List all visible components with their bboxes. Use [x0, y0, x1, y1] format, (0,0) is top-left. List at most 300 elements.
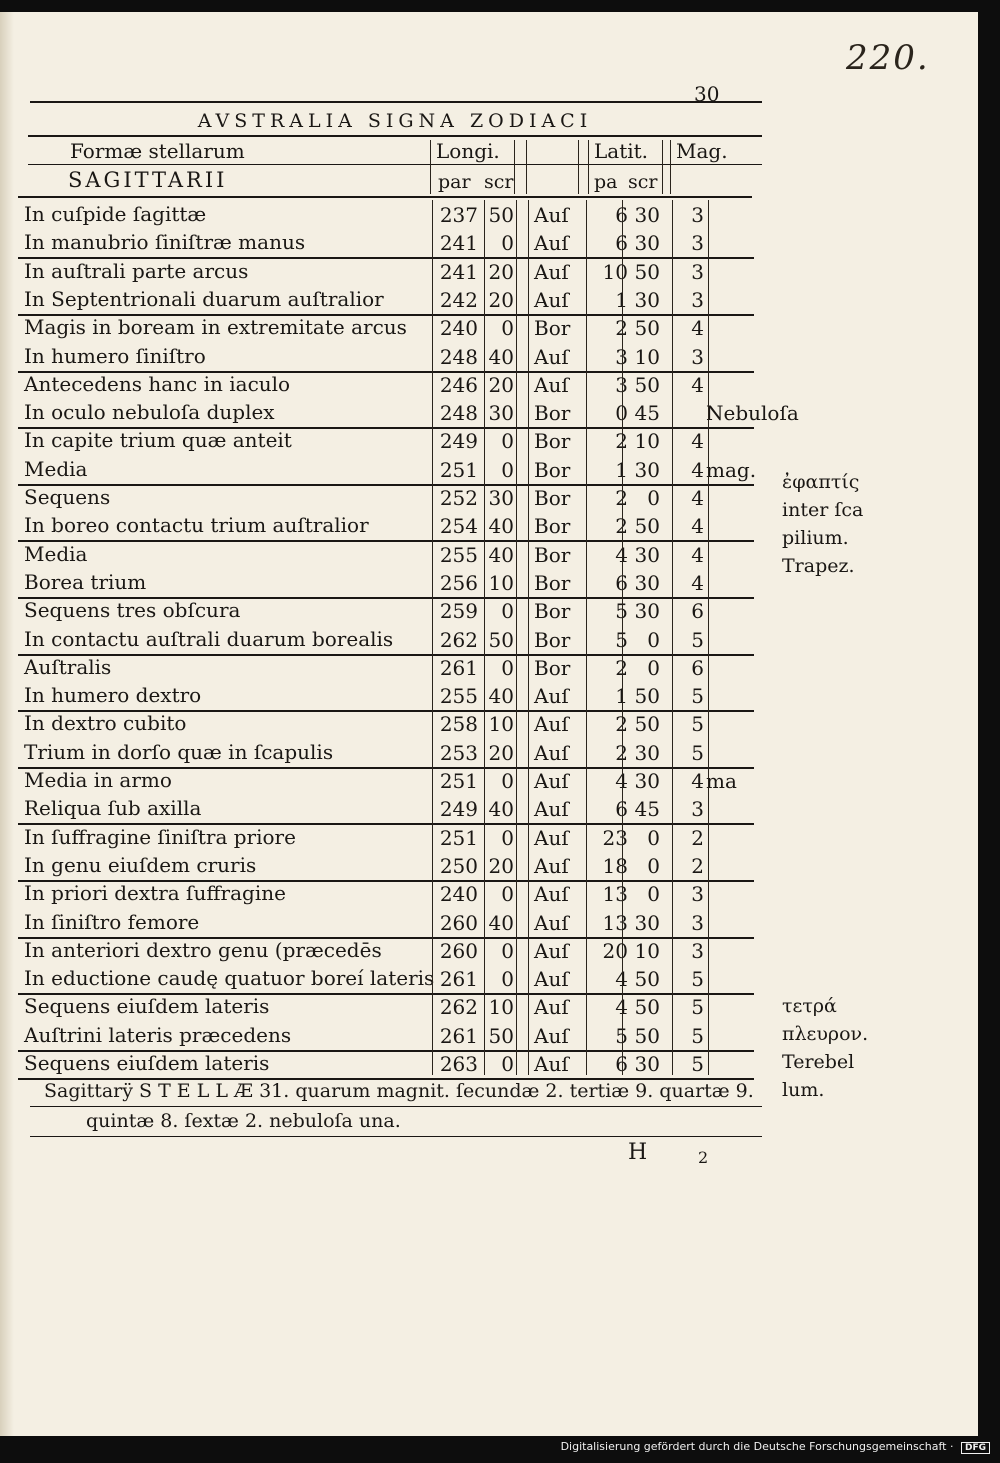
latitude-minutes: 30: [634, 571, 660, 595]
longitude-degrees: 255: [439, 543, 478, 567]
longitude-degrees: 262: [439, 628, 478, 652]
latitude-degrees: 4: [615, 967, 628, 991]
star-name: Media: [24, 542, 88, 566]
latitude-degrees: 1: [615, 684, 628, 708]
header-divider: [578, 140, 579, 194]
latitude-direction: Auſ: [534, 260, 569, 284]
table-row: [18, 342, 758, 370]
latitude-degrees: 2: [615, 656, 628, 680]
longitude-minutes: 0: [501, 769, 514, 793]
latitude-degrees: 2: [615, 514, 628, 538]
latitude-minutes: 50: [634, 684, 660, 708]
star-name: Magis in boream in extremitate arcus: [24, 315, 407, 339]
longitude-minutes: 0: [501, 826, 514, 850]
table-row: [18, 625, 758, 653]
magnitude: 5: [691, 1052, 704, 1076]
star-name: In dextro cubito: [24, 711, 187, 735]
summary-rule: [30, 1106, 762, 1107]
header-rule: [28, 164, 762, 165]
latitude-direction: Bor: [534, 656, 571, 680]
latitude-degrees: 2: [615, 741, 628, 765]
star-name: In contactu auſtrali duarum borealis: [24, 627, 394, 651]
table-row: [18, 964, 758, 992]
star-name: In manubrio ſiniſtræ manus: [24, 230, 306, 254]
longitude-degrees: 241: [439, 231, 478, 255]
longitude-degrees: 237: [439, 203, 478, 227]
latitude-minutes: 30: [634, 741, 660, 765]
longitude-degrees: 260: [439, 911, 478, 935]
latitude-minutes: 45: [634, 401, 660, 425]
latitude-direction: Bor: [534, 316, 571, 340]
longitude-minutes: 20: [488, 854, 514, 878]
latitude-minutes: 0: [647, 854, 660, 878]
latitude-degrees: 2: [615, 712, 628, 736]
star-name: In auſtrali parte arcus: [24, 259, 249, 283]
subheader-scr-lat: scr: [628, 171, 658, 193]
latitude-direction: Bor: [534, 401, 571, 425]
table-row: [18, 568, 758, 596]
star-name: In eductione caudę quatuor boreí lateris: [24, 966, 435, 990]
magnitude-note: mag.: [706, 458, 757, 482]
table-row: [18, 398, 799, 426]
latitude-degrees: 13: [602, 911, 628, 935]
table-row: [18, 200, 758, 228]
latitude-direction: Bor: [534, 599, 571, 623]
latitude-degrees: 4: [615, 769, 628, 793]
longitude-minutes: 0: [501, 882, 514, 906]
dfg-logo: DFG: [961, 1442, 990, 1454]
table-row: [18, 992, 758, 1020]
subheader-pa: pa: [594, 171, 618, 193]
column-divider: [516, 200, 517, 1075]
star-name: In Septentrionali duarum auſtralior: [24, 287, 384, 311]
longitude-degrees: 248: [439, 401, 478, 425]
table-row: [18, 370, 758, 398]
latitude-minutes: 30: [634, 458, 660, 482]
latitude-minutes: 30: [634, 288, 660, 312]
header-divider: [662, 140, 663, 194]
star-name: Sequens eiuſdem lateris: [24, 994, 270, 1018]
longitude-minutes: 40: [488, 514, 514, 538]
latitude-direction: Bor: [534, 628, 571, 652]
latitude-direction: Auſ: [534, 203, 569, 227]
column-divider: [708, 200, 709, 1075]
longitude-degrees: 242: [439, 288, 478, 312]
magnitude: 2: [691, 826, 704, 850]
latitude-direction: Auſ: [534, 684, 569, 708]
table-row: [18, 936, 758, 964]
star-name: In oculo nebuloſa duplex: [24, 400, 275, 424]
latitude-degrees: 23: [602, 826, 628, 850]
page-title: AVSTRALIA SIGNA ZODIACI: [197, 110, 593, 132]
latitude-degrees: 2: [615, 486, 628, 510]
latitude-direction: Bor: [534, 543, 571, 567]
latitude-direction: Auſ: [534, 373, 569, 397]
magnitude: 3: [691, 231, 704, 255]
table-row: [18, 228, 758, 256]
star-name: Reliqua ſub axilla: [24, 796, 202, 820]
latitude-direction: Auſ: [534, 967, 569, 991]
table-end-rule: [18, 1078, 754, 1080]
table-row: [18, 596, 758, 624]
table-row: [18, 823, 758, 851]
margin-note-line: τετρά: [782, 995, 837, 1017]
star-name: Sequens eiuſdem lateris: [24, 1051, 270, 1075]
magnitude: 2: [691, 854, 704, 878]
table-row: [18, 653, 758, 681]
latitude-degrees: 5: [615, 599, 628, 623]
magnitude: 3: [691, 882, 704, 906]
longitude-degrees: 255: [439, 684, 478, 708]
column-divider: [672, 200, 673, 1075]
magnitude: 3: [691, 345, 704, 369]
table-row: [18, 879, 758, 907]
longitude-degrees: 246: [439, 373, 478, 397]
longitude-minutes: 40: [488, 543, 514, 567]
latitude-minutes: 50: [634, 316, 660, 340]
magnitude: 3: [691, 939, 704, 963]
star-name: In anteriori dextro genu (præcedēs: [24, 938, 382, 962]
table-row: [18, 681, 758, 709]
magnitude: 4: [691, 543, 704, 567]
latitude-direction: Auſ: [534, 854, 569, 878]
star-name: In ſiniſtro femore: [24, 910, 200, 934]
magnitude-note: ma: [706, 769, 737, 793]
summary-line-2: quintæ 8. ſextæ 2. nebuloſa una.: [86, 1110, 401, 1132]
latitude-minutes: 30: [634, 231, 660, 255]
longitude-minutes: 20: [488, 288, 514, 312]
magnitude: 3: [691, 911, 704, 935]
longitude-minutes: 50: [488, 628, 514, 652]
star-name: Borea trium: [24, 570, 147, 594]
latitude-direction: Auſ: [534, 1024, 569, 1048]
longitude-degrees: 261: [439, 1024, 478, 1048]
longitude-degrees: 260: [439, 939, 478, 963]
longitude-minutes: 30: [488, 401, 514, 425]
longitude-degrees: 240: [439, 316, 478, 340]
longitude-degrees: 250: [439, 854, 478, 878]
longitude-degrees: 261: [439, 656, 478, 680]
table-row: [18, 455, 758, 483]
header-divider: [430, 140, 431, 194]
margin-note-line: Trapez.: [782, 555, 855, 577]
star-name: In ſuffragine ſiniſtra priore: [24, 825, 296, 849]
subheader-par: par: [438, 171, 471, 193]
subheader-rule: [18, 196, 752, 198]
star-name: Media: [24, 457, 88, 481]
star-name: In priori dextra ſuffragine: [24, 881, 286, 905]
longitude-minutes: 10: [488, 995, 514, 1019]
latitude-degrees: 6: [615, 797, 628, 821]
latitude-degrees: 13: [602, 882, 628, 906]
latitude-direction: Auſ: [534, 882, 569, 906]
longitude-minutes: 0: [501, 429, 514, 453]
table-row: [18, 1049, 758, 1077]
magnitude: 4: [691, 373, 704, 397]
magnitude: 3: [691, 288, 704, 312]
footer-text: Digitalisierung gefördert durch die Deutsche Forschungsgemeinschaft ·: [560, 1440, 954, 1453]
longitude-minutes: 0: [501, 316, 514, 340]
latitude-minutes: 50: [634, 967, 660, 991]
longitude-degrees: 263: [439, 1052, 478, 1076]
latitude-minutes: 0: [647, 826, 660, 850]
longitude-minutes: 40: [488, 797, 514, 821]
magnitude: 5: [691, 967, 704, 991]
latitude-degrees: 18: [602, 854, 628, 878]
latitude-minutes: 50: [634, 373, 660, 397]
latitude-direction: Auſ: [534, 939, 569, 963]
column-divider: [586, 200, 587, 1075]
latitude-minutes: 10: [634, 345, 660, 369]
column-divider: [622, 200, 623, 1075]
latitude-degrees: 6: [615, 571, 628, 595]
header-divider: [526, 140, 527, 194]
signature-letter: H: [628, 1140, 648, 1165]
latitude-direction: Auſ: [534, 797, 569, 821]
column-divider: [484, 200, 485, 1075]
magnitude: 5: [691, 712, 704, 736]
book-page: [0, 12, 978, 1436]
latitude-minutes: 30: [634, 1052, 660, 1076]
header-longitude: Longi.: [436, 139, 500, 163]
magnitude: 3: [691, 203, 704, 227]
latitude-direction: Bor: [534, 571, 571, 595]
longitude-minutes: 50: [488, 1024, 514, 1048]
latitude-minutes: 30: [634, 769, 660, 793]
latitude-direction: Auſ: [534, 911, 569, 935]
latitude-minutes: 0: [647, 628, 660, 652]
latitude-minutes: 30: [634, 599, 660, 623]
section-title: SAGITTARII: [68, 168, 228, 192]
longitude-degrees: 251: [439, 769, 478, 793]
latitude-direction: Auſ: [534, 345, 569, 369]
latitude-minutes: 0: [647, 656, 660, 680]
latitude-minutes: 10: [634, 939, 660, 963]
star-name: Sequens: [24, 485, 111, 509]
longitude-minutes: 40: [488, 684, 514, 708]
longitude-degrees: 249: [439, 797, 478, 821]
latitude-degrees: 4: [615, 995, 628, 1019]
latitude-minutes: 50: [634, 260, 660, 284]
header-magnitude: Mag.: [676, 139, 728, 163]
latitude-direction: Auſ: [534, 826, 569, 850]
magnitude: 6: [691, 656, 704, 680]
latitude-direction: Bor: [534, 458, 571, 482]
margin-note-line: Terebel: [782, 1051, 855, 1073]
longitude-degrees: 259: [439, 599, 478, 623]
bottom-rule: [30, 1136, 762, 1137]
longitude-degrees: 258: [439, 712, 478, 736]
longitude-degrees: 254: [439, 514, 478, 538]
star-name: Trium in dorſo quæ in ſcapulis: [24, 740, 334, 764]
latitude-degrees: 5: [615, 628, 628, 652]
longitude-degrees: 240: [439, 882, 478, 906]
summary-line-1: Sagittarÿ S T E L L Æ 31. quarum magnit. ſecundæ 2. tertiæ 9. quartæ 9.: [44, 1080, 754, 1102]
longitude-degrees: 251: [439, 458, 478, 482]
latitude-direction: Auſ: [534, 712, 569, 736]
table-row: [18, 794, 758, 822]
latitude-minutes: 0: [647, 486, 660, 510]
latitude-degrees: 4: [615, 543, 628, 567]
star-name: In cuſpide ſagittæ: [24, 202, 207, 226]
longitude-minutes: 0: [501, 656, 514, 680]
page-spine-shadow: [0, 12, 14, 1436]
table-row: [18, 738, 758, 766]
latitude-degrees: 1: [615, 288, 628, 312]
latitude-direction: Auſ: [534, 231, 569, 255]
magnitude: 4: [691, 571, 704, 595]
latitude-direction: Bor: [534, 486, 571, 510]
latitude-degrees: 20: [602, 939, 628, 963]
table-row: [18, 511, 758, 539]
margin-note-line: ἐφαπτίς: [782, 471, 860, 493]
table-row: [18, 709, 758, 737]
magnitude: 4: [691, 486, 704, 510]
magnitude: 5: [691, 1024, 704, 1048]
magnitude: 4: [691, 514, 704, 538]
longitude-degrees: 252: [439, 486, 478, 510]
longitude-minutes: 20: [488, 260, 514, 284]
header-divider: [514, 140, 515, 194]
magnitude: 5: [691, 628, 704, 652]
latitude-direction: Auſ: [534, 741, 569, 765]
latitude-degrees: 6: [615, 203, 628, 227]
table-row: [18, 540, 758, 568]
latitude-minutes: 50: [634, 514, 660, 538]
latitude-direction: Auſ: [534, 995, 569, 1019]
signature-number: 2: [698, 1148, 709, 1167]
margin-note-line: lum.: [782, 1079, 825, 1101]
title-rule: [28, 135, 762, 137]
latitude-degrees: 5: [615, 1024, 628, 1048]
latitude-degrees: 6: [615, 1052, 628, 1076]
table-row: [18, 483, 758, 511]
longitude-minutes: 30: [488, 486, 514, 510]
longitude-degrees: 256: [439, 571, 478, 595]
longitude-minutes: 0: [501, 967, 514, 991]
longitude-degrees: 253: [439, 741, 478, 765]
latitude-minutes: 45: [634, 797, 660, 821]
header-forms: Formæ stellarum: [70, 139, 245, 163]
header-latitude: Latit.: [594, 139, 649, 163]
margin-note-line: inter ſca: [782, 499, 864, 521]
latitude-degrees: 6: [615, 231, 628, 255]
magnitude: 4: [691, 769, 704, 793]
latitude-degrees: 2: [615, 429, 628, 453]
latitude-minutes: 50: [634, 1024, 660, 1048]
magnitude: 4: [691, 316, 704, 340]
star-name: Auſtralis: [24, 655, 112, 679]
longitude-minutes: 0: [501, 939, 514, 963]
latitude-direction: Auſ: [534, 288, 569, 312]
longitude-degrees: 248: [439, 345, 478, 369]
manuscript-page-number: 220.: [846, 38, 930, 78]
longitude-degrees: 251: [439, 826, 478, 850]
longitude-degrees: 261: [439, 967, 478, 991]
margin-note-2: [782, 992, 868, 1104]
table-row: [18, 766, 758, 794]
longitude-minutes: 0: [501, 599, 514, 623]
subheader-scr: scr: [484, 171, 514, 193]
longitude-minutes: 0: [501, 458, 514, 482]
footer-credit: [561, 1440, 990, 1454]
latitude-degrees: 1: [615, 458, 628, 482]
table-row: [18, 257, 758, 285]
longitude-minutes: 0: [501, 1052, 514, 1076]
latitude-minutes: 10: [634, 429, 660, 453]
latitude-degrees: 0: [615, 401, 628, 425]
table-row: [18, 285, 758, 313]
magnitude: 4: [691, 429, 704, 453]
longitude-minutes: 20: [488, 741, 514, 765]
star-name: In humero dextro: [24, 683, 202, 707]
magnitude: 5: [691, 684, 704, 708]
column-divider: [432, 200, 433, 1075]
top-rule: [30, 101, 762, 103]
longitude-degrees: 262: [439, 995, 478, 1019]
folio-number: 30: [694, 82, 720, 106]
margin-note-line: πλευρον.: [782, 1023, 869, 1045]
star-name: In genu eiuſdem cruris: [24, 853, 257, 877]
latitude-degrees: 3: [615, 345, 628, 369]
latitude-minutes: 30: [634, 911, 660, 935]
latitude-direction: Auſ: [534, 1052, 569, 1076]
latitude-degrees: 2: [615, 316, 628, 340]
magnitude: 5: [691, 995, 704, 1019]
latitude-direction: Auſ: [534, 769, 569, 793]
longitude-degrees: 249: [439, 429, 478, 453]
latitude-minutes: 30: [634, 543, 660, 567]
latitude-minutes: 50: [634, 712, 660, 736]
latitude-minutes: 50: [634, 995, 660, 1019]
magnitude: 3: [691, 797, 704, 821]
magnitude: 3: [691, 260, 704, 284]
longitude-degrees: 241: [439, 260, 478, 284]
magnitude-note: Nebuloſa: [706, 401, 799, 425]
star-name: Antecedens hanc in iaculo: [24, 372, 291, 396]
latitude-minutes: 0: [647, 882, 660, 906]
table-row: [18, 908, 758, 936]
magnitude: 4: [691, 458, 704, 482]
margin-note-1: [782, 468, 863, 580]
margin-note-line: pilium.: [782, 527, 849, 549]
star-name: In boreo contactu trium auſtralior: [24, 513, 369, 537]
header-divider: [588, 140, 589, 194]
table-row: [18, 426, 758, 454]
star-name: In humero ſiniſtro: [24, 344, 206, 368]
longitude-minutes: 40: [488, 345, 514, 369]
longitude-minutes: 20: [488, 373, 514, 397]
longitude-minutes: 0: [501, 231, 514, 255]
header-divider: [670, 140, 671, 194]
longitude-minutes: 10: [488, 571, 514, 595]
star-name: Auſtrini lateris præcedens: [24, 1023, 292, 1047]
magnitude: 6: [691, 599, 704, 623]
column-divider: [528, 200, 529, 1075]
latitude-direction: Bor: [534, 514, 571, 538]
longitude-minutes: 50: [488, 203, 514, 227]
latitude-degrees: 10: [602, 260, 628, 284]
latitude-direction: Bor: [534, 429, 571, 453]
longitude-minutes: 40: [488, 911, 514, 935]
latitude-minutes: 30: [634, 203, 660, 227]
star-name: Media in armo: [24, 768, 172, 792]
star-name: In capite trium quæ anteit: [24, 428, 292, 452]
table-row: [18, 313, 758, 341]
table-row: [18, 851, 758, 879]
latitude-degrees: 3: [615, 373, 628, 397]
longitude-minutes: 10: [488, 712, 514, 736]
